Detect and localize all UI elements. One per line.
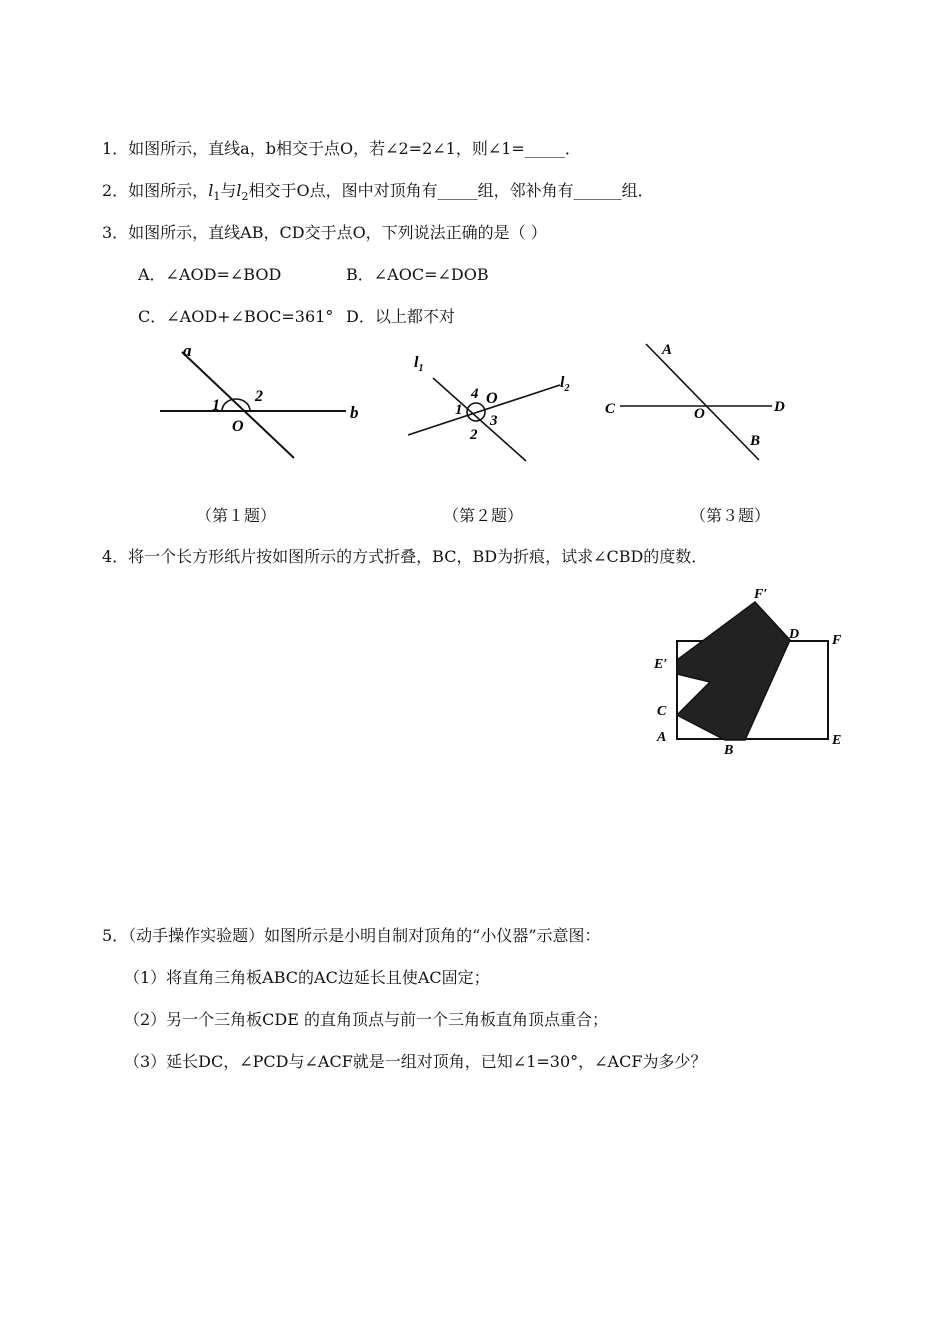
figure-2-label-o: O	[486, 390, 498, 407]
figure-3-label-d: D	[774, 399, 785, 415]
figure-1-label-a: a	[183, 341, 192, 360]
option-b: B．∠AOC=∠DOB	[346, 265, 489, 284]
question-2	[102, 180, 654, 208]
figure-2-label-l1: $l_1$	[414, 354, 424, 374]
question-3: 3．如图所示，直线AB，CD交于点O，下列说法正确的是（ ）	[102, 223, 547, 242]
figure-2-label-l2: $l_2$	[560, 374, 570, 394]
option-c: C．∠AOD+∠BOC=361°	[138, 307, 334, 326]
question-1: 1．如图所示，直线a，b相交于点O，若∠2=2∠1，则∠1=_____．	[102, 139, 581, 158]
question-5-step-3: （3）延长DC，∠PCD与∠ACF就是一组对顶角，已知∠1=30°，∠ACF为多少？	[124, 1052, 707, 1071]
figure-4-label-a-prime: A′	[679, 689, 693, 704]
figure-4-label-c: C	[657, 704, 667, 719]
figure-1-label-b: b	[350, 403, 359, 422]
figure-1-angle-2: 2	[255, 388, 263, 405]
figure-3	[600, 338, 800, 468]
line-l2-subscript: 2	[241, 190, 249, 204]
figure-4-label-e-prime: E′	[654, 657, 668, 672]
figure-2-angle-3: 3	[490, 413, 498, 429]
figure-3-label-c: C	[605, 401, 616, 417]
figure-2-angle-4: 4	[471, 386, 479, 402]
figure-2	[400, 345, 590, 470]
figure-3-caption: （第３题）	[690, 506, 771, 525]
line-l2-label: l	[236, 181, 242, 200]
figure-3-label-a: A	[662, 342, 673, 358]
figure-4-label-b: B	[724, 743, 734, 757]
figure-1-label-o: O	[232, 418, 244, 435]
line-l1-subscript: 1	[213, 190, 221, 204]
figure-4-label-a: A	[657, 730, 667, 745]
question-2-mid: 与	[220, 181, 237, 200]
question-4: 4．将一个长方形纸片按如图所示的方式折叠，BC，BD为折痕，试求∠CBD的度数．	[102, 547, 708, 566]
figure-3-label-o: O	[694, 406, 705, 422]
question-5-step-1: （1）将直角三角板ABC的AC边延长且使AC固定；	[124, 968, 490, 987]
figure-4-label-e: E	[832, 733, 842, 748]
figure-2-caption: （第２题）	[443, 506, 524, 525]
figure-4-label-f: F	[832, 633, 842, 648]
figure-3-label-b: B	[750, 433, 761, 449]
question-5-step-2: （2）另一个三角板CDE 的直角顶点与前一个三角板直角顶点重合；	[124, 1010, 609, 1029]
figure-1-angle-1: 1	[212, 397, 220, 414]
figure-1-caption: （第１题）	[196, 506, 277, 525]
question-5-title: 5．（动手操作实验题）如图所示是小明自制对顶角的“小仪器”示意图：	[102, 926, 601, 945]
figure-4	[650, 582, 850, 757]
figure-2-angle-1: 1	[455, 402, 463, 418]
figure-2-angle-2: 2	[470, 427, 478, 443]
line-l1-label: l	[208, 181, 214, 200]
figure-4-label-f-prime: F′	[754, 587, 768, 602]
question-2-prefix: 2．如图所示，	[102, 181, 209, 200]
figure-1	[150, 338, 380, 468]
option-a: A．∠AOD=∠BOD	[138, 265, 282, 284]
question-2-suffix: 相交于O点，图中对顶角有_____组，邻补角有______组．	[248, 181, 654, 200]
option-d: D．以上都不对	[346, 307, 455, 326]
figure-4-label-d: D	[789, 627, 800, 642]
